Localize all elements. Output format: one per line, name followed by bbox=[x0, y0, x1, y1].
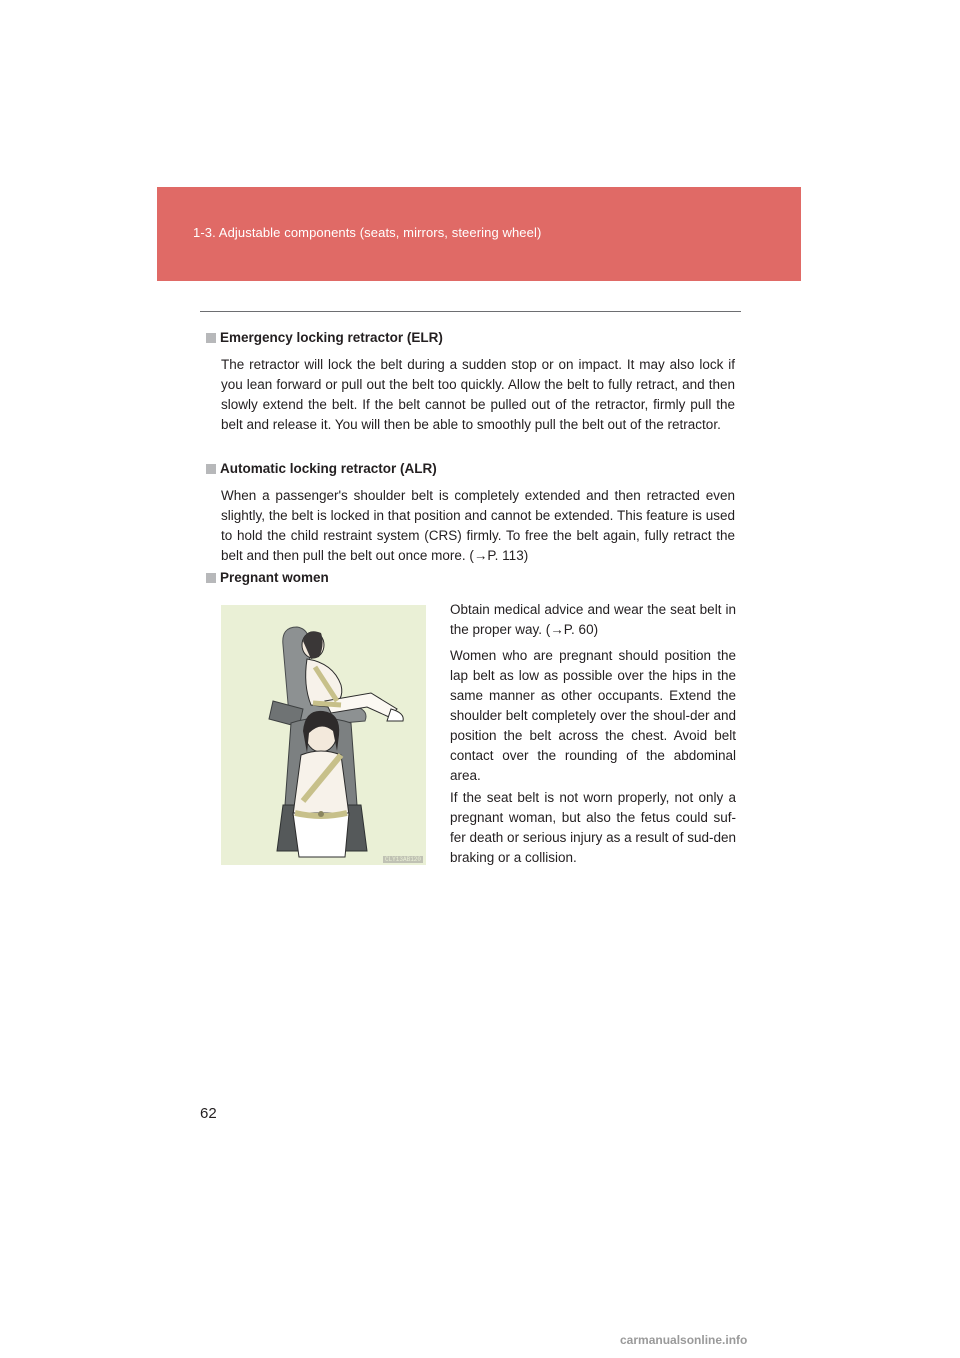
page-number: 62 bbox=[200, 1105, 217, 1122]
bullet-square-icon bbox=[206, 573, 216, 583]
elr-heading: Emergency locking retractor (ELR) bbox=[206, 329, 443, 347]
alr-text: When a passenger's shoulder belt is completely extended and then retracted even slightly, the belt is locked in that position and cannot be extended. This feature is used to hold the child restraint system (CRS) firmly. To free the belt again, fully retract the belt and then pull the belt out once more. (→P. 113) bbox=[221, 488, 735, 563]
pregnant-seatbelt-illustration bbox=[221, 605, 426, 865]
watermark-link[interactable]: carmanualsonline.info bbox=[620, 1333, 748, 1347]
bullet-square-icon bbox=[206, 464, 216, 474]
chapter-header bbox=[157, 187, 801, 281]
seatbelt-figure-drawing bbox=[221, 605, 426, 865]
alr-heading: Automatic locking retractor (ALR) bbox=[206, 460, 437, 478]
pregnant-text-2: Women who are pregnant should position the lap belt as low as possible over the hips in the same manner as other occupants. Extend the shoulder belt completely over the shoul-der and position the belt across the chest. Avoid belt contact over the rounding of the abdominal area. bbox=[450, 648, 736, 783]
pregnant-text-1: Obtain medical advice and wear the seat belt in the proper way. (→P. 60) bbox=[450, 602, 736, 637]
pregnant-text-3: If the seat belt is not worn properly, not only a pregnant woman, but also the fetus could suf-fer death or serious injury as a result of sud-den braking or a collision. bbox=[450, 790, 736, 865]
bullet-square-icon bbox=[206, 333, 216, 343]
chapter-title: 1-3. Adjustable components (seats, mirrors, steering wheel) bbox=[193, 225, 542, 240]
elr-text: The retractor will lock the belt during a sudden stop or on impact. It may also lock if you lean forward or pull out the belt too quickly. Allow the belt to fully retract, and then slowly extend the belt. If the belt cannot be pulled out of the retractor, firmly pull the belt and release it. You will then be able to smoothly pull the belt out of the retractor. bbox=[221, 357, 735, 432]
section-divider bbox=[200, 311, 741, 312]
pregnant-heading: Pregnant women bbox=[206, 569, 329, 587]
image-code-label: CLY13AB120 bbox=[384, 856, 421, 863]
